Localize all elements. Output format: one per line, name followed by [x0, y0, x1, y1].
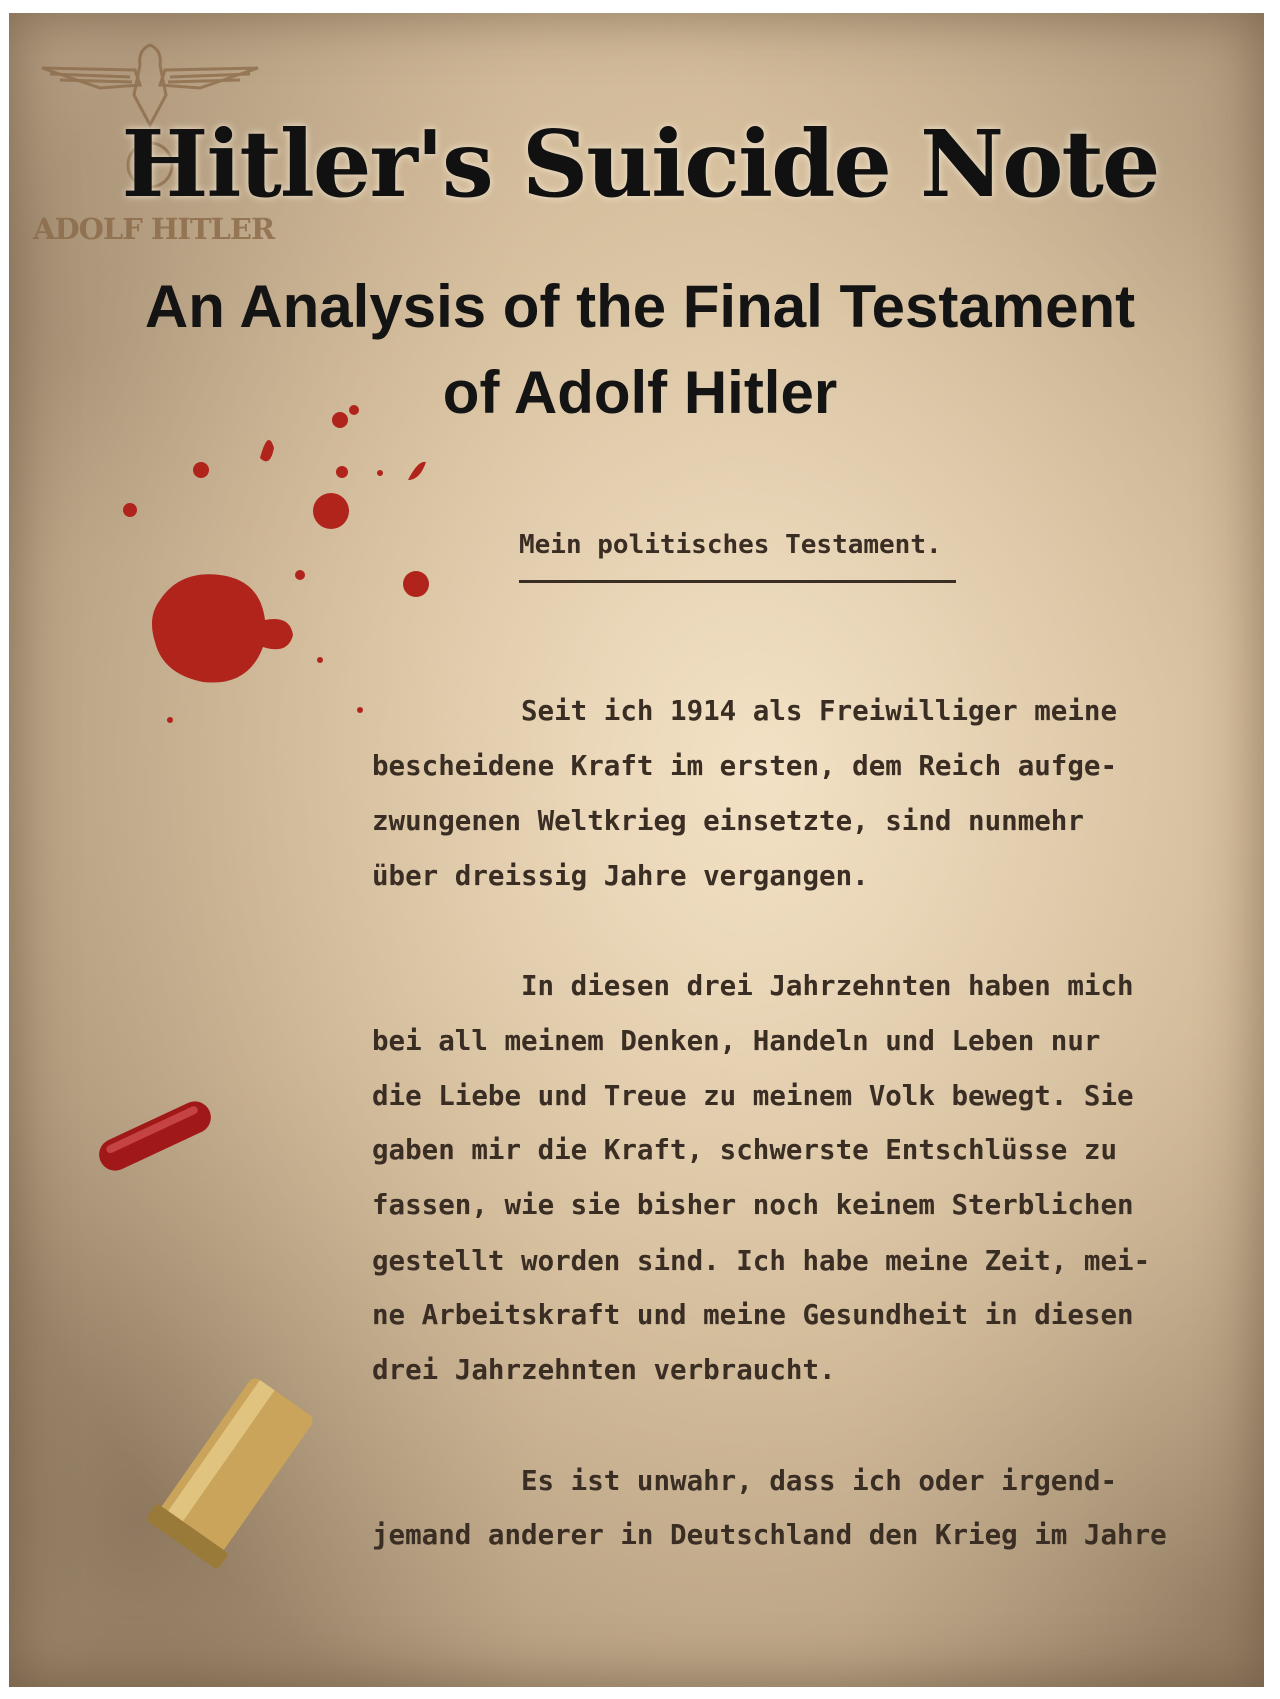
- heading-underline: [519, 580, 956, 583]
- text-line: über dreissig Jahre vergangen.: [372, 860, 869, 892]
- red-bullet-icon: [90, 1090, 220, 1180]
- document-heading: Mein politisches Testament.: [519, 530, 942, 560]
- page-title: Hitler's Suicide Note: [121, 110, 1159, 218]
- brass-shell-casing-icon: [130, 1370, 330, 1580]
- text-line: gestellt worden sind. Ich habe meine Zeit, mei-: [372, 1245, 1151, 1277]
- text-line: jemand anderer in Deutschland den Krieg im Jahre: [372, 1519, 1167, 1551]
- text-line: drei Jahrzehnten verbraucht.: [372, 1354, 836, 1386]
- text-line: Es ist unwahr, dass ich oder irgend-: [521, 1465, 1118, 1497]
- adolf-hitler-watermark: ADOLF HITLER: [33, 212, 275, 246]
- text-line: bescheidene Kraft im ersten, dem Reich aufge-: [372, 750, 1118, 782]
- text-line: In diesen drei Jahrzehnten haben mich: [521, 970, 1134, 1002]
- subtitle-line-1: An Analysis of the Final Testament: [144, 273, 1136, 340]
- text-line: die Liebe und Treue zu meinem Volk bewegt. Sie: [372, 1080, 1134, 1112]
- text-line: zwungenen Weltkrieg einsetzte, sind nunmehr: [372, 805, 1084, 837]
- text-line: gaben mir die Kraft, schwerste Entschlüsse zu: [372, 1134, 1118, 1166]
- subtitle-line-2: of Adolf Hitler: [442, 359, 838, 426]
- text-line: ne Arbeitskraft und meine Gesundheit in diesen: [372, 1299, 1134, 1331]
- text-line: Seit ich 1914 als Freiwilliger meine: [521, 695, 1118, 727]
- blood-splatter-icon: [100, 400, 460, 800]
- text-line: bei all meinem Denken, Handeln und Leben nur: [372, 1025, 1101, 1057]
- text-line: fassen, wie sie bisher noch keinem Sterblichen: [372, 1189, 1134, 1221]
